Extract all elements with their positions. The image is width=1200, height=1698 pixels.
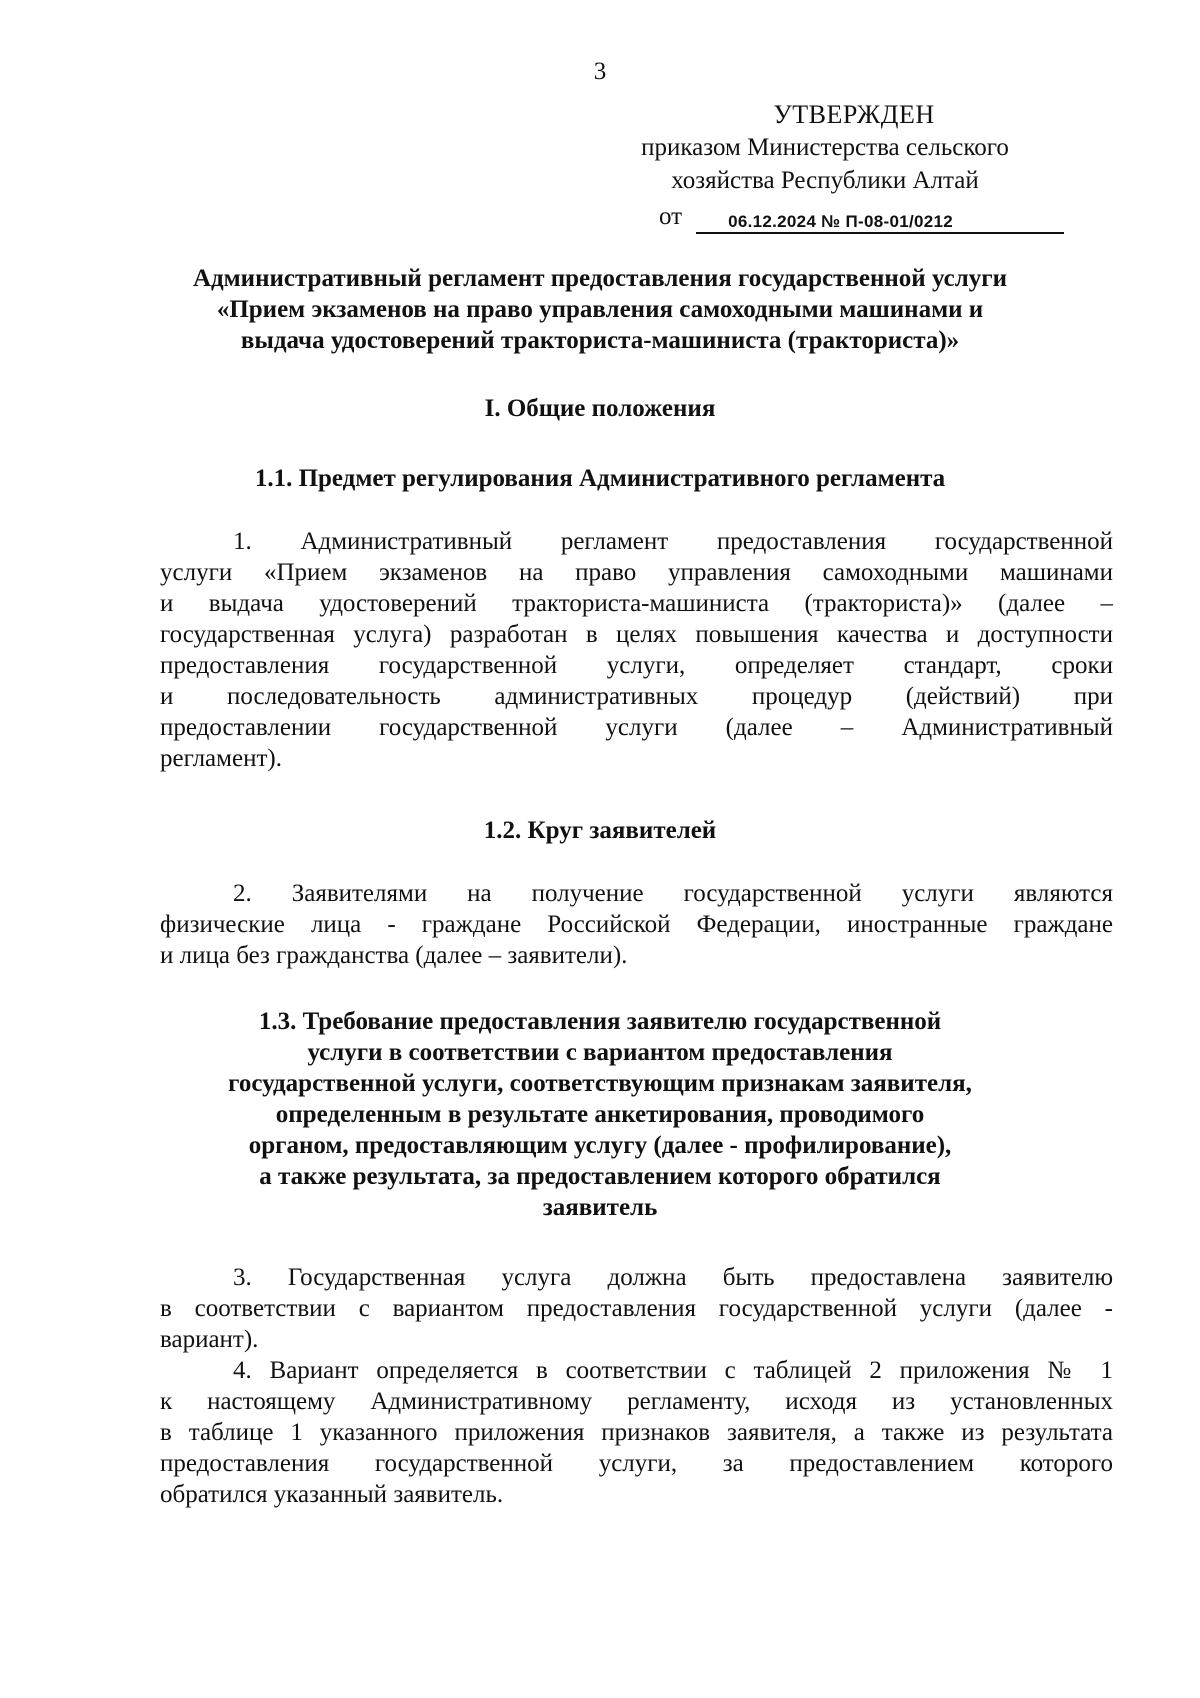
paragraph-line: 3. Государственная услуга должна быть предоставлена заявителю bbox=[233, 1264, 1113, 1291]
title-line: Административный регламент предоставления государственной услуги bbox=[192, 265, 1008, 292]
subsection-heading-text: 1.1. Предмет регулирования Административного регламента bbox=[254, 465, 946, 492]
paragraph-2 bbox=[160, 878, 1113, 971]
paragraph-line: в соответствии с вариантом предоставления государственной услуги (далее - bbox=[160, 1295, 1113, 1322]
paragraph-line: 1. Административный регламент предоставления государственной bbox=[233, 528, 1113, 555]
paragraph-line: обратился указанный заявитель. bbox=[160, 1481, 504, 1508]
approval-heading: УТВЕРЖДЕН bbox=[773, 100, 935, 129]
paragraph-line: и последовательность административных процедур (действий) при bbox=[160, 683, 1113, 710]
approval-date-row bbox=[659, 200, 1095, 236]
paragraph-4 bbox=[160, 1355, 1113, 1510]
subsection-heading-line: 1.3. Требование предоставления заявителю государственной bbox=[258, 1008, 942, 1035]
subsection-heading-line: государственной услуги, соответствующим признакам заявителя, bbox=[228, 1070, 972, 1097]
paragraph-line: 4. Вариант определяется в соответствии с таблицей 2 приложения № 1 bbox=[233, 1357, 1113, 1384]
paragraph-line: услуги «Прием экзаменов на право управления самоходными машинами bbox=[160, 559, 1113, 586]
paragraph-line: регламент). bbox=[160, 745, 282, 772]
title-line: выдача удостоверений тракториста-машиниста (тракториста)» bbox=[240, 327, 960, 354]
subsection-heading-line: заявитель bbox=[542, 1194, 658, 1221]
paragraph-line: и лица без гражданства (далее – заявители). bbox=[160, 942, 628, 969]
paragraph-line: 2. Заявителями на получение государственной услуги являются bbox=[233, 880, 1113, 907]
approval-line-1: приказом Министерства сельского bbox=[641, 134, 1009, 161]
paragraph-3 bbox=[160, 1262, 1113, 1355]
subsection-heading-1-2 bbox=[0, 815, 1200, 846]
paragraph-line: вариант). bbox=[160, 1326, 259, 1353]
subsection-heading-line: услуги в соответствии с вариантом предоставления bbox=[307, 1039, 893, 1066]
subsection-heading-line: определенным в результате анкетирования, проводимого bbox=[275, 1101, 925, 1128]
page-number: 3 bbox=[593, 58, 607, 85]
paragraph-1 bbox=[160, 526, 1113, 774]
from-label: от bbox=[659, 203, 683, 230]
subsection-heading-1-3 bbox=[0, 1006, 1200, 1223]
section-heading-general bbox=[0, 393, 1200, 424]
paragraph-line: физические лица - граждане Российской Федерации, иностранные граждане bbox=[160, 911, 1113, 938]
paragraph-line: предоставлении государственной услуги (далее – Административный bbox=[160, 714, 1113, 741]
paragraph-line: государственная услуга) разработан в целях повышения качества и доступности bbox=[160, 621, 1113, 648]
title-line: «Прием экзаменов на право управления самоходными машинами и bbox=[216, 296, 984, 323]
order-date-number: 06.12.2024 № П-08-01/0212 bbox=[696, 212, 1064, 234]
approval-line-2: хозяйства Республики Алтай bbox=[671, 167, 979, 194]
document-title bbox=[0, 263, 1200, 356]
paragraph-line: к настоящему Административному регламенту, исходя из установленных bbox=[160, 1388, 1113, 1415]
subsection-heading-text: 1.2. Круг заявителей bbox=[483, 817, 717, 844]
section-heading-text: I. Общие положения bbox=[484, 395, 716, 422]
paragraph-line: предоставления государственной услуги, за предоставлением которого bbox=[160, 1450, 1113, 1477]
subsection-heading-1-1 bbox=[0, 463, 1200, 494]
paragraph-line: в таблице 1 указанного приложения признаков заявителя, а также из результата bbox=[160, 1419, 1113, 1446]
subsection-heading-line: а также результата, за предоставлением которого обратился bbox=[259, 1163, 941, 1190]
paragraph-line: предоставления государственной услуги, определяет стандарт, сроки bbox=[160, 652, 1113, 679]
paragraph-line: и выдача удостоверений тракториста-машиниста (тракториста)» (далее – bbox=[160, 590, 1113, 617]
approval-block bbox=[641, 98, 1095, 236]
subsection-heading-line: органом, предоставляющим услугу (далее - профилирование), bbox=[248, 1132, 952, 1159]
